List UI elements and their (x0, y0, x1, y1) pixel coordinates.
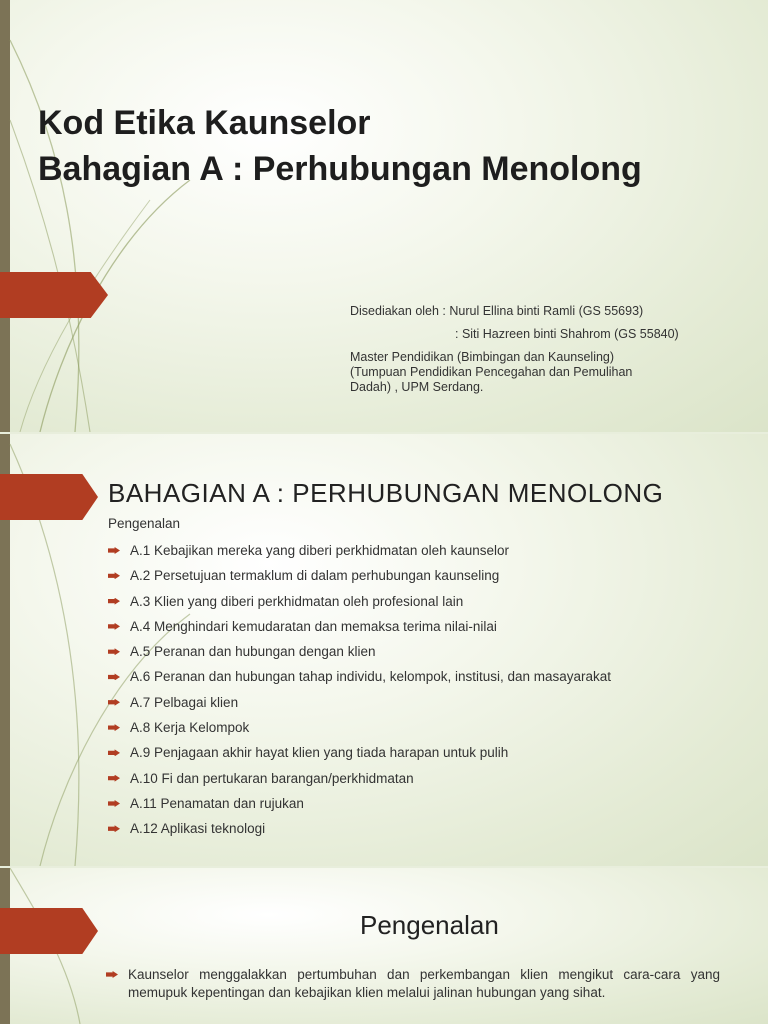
list-item: A.4 Menghindari kemudaratan dan memaksa terima nilai-nilai (108, 614, 611, 639)
list-item: A.7 Pelbagai klien (108, 690, 611, 715)
prepared-by-line-2: : Siti Hazreen binti Shahrom (GS 55840) (455, 327, 679, 341)
title-line-1: Kod Etika Kaunselor (38, 104, 371, 142)
list-item: A.6 Peranan dan hubungan tahap individu, kelompok, institusi, dan masayarakat (108, 664, 611, 689)
arrow-bullet-icon (108, 648, 120, 655)
list-item: A.9 Penjagaan akhir hayat klien yang tiada harapan untuk pulih (108, 740, 611, 765)
slide-contents (0, 434, 768, 866)
arrow-bullet-icon (108, 825, 120, 832)
list-item: A.5 Peranan dan hubungan dengan klien (108, 639, 611, 664)
arrow-bullet-icon (108, 598, 120, 605)
arrow-bullet-icon (108, 775, 120, 782)
arrow-bullet-icon (108, 699, 120, 706)
list-item: A.2 Persetujuan termaklum di dalam perhubungan kaunseling (108, 563, 611, 588)
section-heading: BAHAGIAN A : PERHUBUNGAN MENOLONG (108, 478, 664, 508)
program-line-3: Dadah) , UPM Serdang. (350, 380, 484, 394)
title-accent-tab (0, 272, 108, 318)
arrow-bullet-icon (108, 572, 120, 579)
arrow-bullet-icon (108, 724, 120, 731)
arrow-bullet-icon (108, 547, 120, 554)
slide-introduction (0, 868, 768, 1024)
section-heading: Pengenalan (360, 910, 499, 940)
list-item: A.3 Klien yang diberi perkhidmatan oleh profesional lain (108, 589, 611, 614)
list-item: A.10 Fi dan pertukaran barangan/perkhidmatan (108, 766, 611, 791)
arrow-bullet-icon (108, 749, 120, 756)
prepared-by-line-1: Disediakan oleh : Nurul Ellina binti Ramli (GS 55693) (350, 304, 644, 318)
heading-accent-tab (0, 908, 98, 954)
swirl-decoration (0, 0, 200, 432)
arrow-bullet-icon (108, 623, 120, 630)
intro-paragraph: Kaunselor menggalakkan pertumbuhan dan perkembangan klien mengikut cara-cara yang memupuk kepentingan dan kebajikan klien melalui jalinan hubungan yang sihat. (106, 966, 720, 1002)
list-item: A.8 Kerja Kelompok (108, 715, 611, 740)
program-line-1: Master Pendidikan (Bimbingan dan Kaunseling) (350, 350, 615, 364)
arrow-bullet-icon (108, 800, 120, 807)
list-item: A.12 Aplikasi teknologi (108, 816, 611, 841)
page-title (38, 100, 642, 192)
slide-left-bar (0, 0, 10, 432)
title-line-2: Bahagian A : Perhubungan Menolong (38, 150, 642, 188)
heading-accent-tab (0, 474, 98, 520)
arrow-bullet-icon (108, 673, 120, 680)
list-item: A.11 Penamatan dan rujukan (108, 791, 611, 816)
contents-list (108, 538, 611, 842)
arrow-bullet-icon (106, 971, 118, 978)
slide-title (0, 0, 768, 432)
intro-label: Pengenalan (108, 516, 181, 531)
program-line-2: (Tumpuan Pendidikan Pencegahan dan Pemulihan (350, 365, 633, 379)
list-item: A.1 Kebajikan mereka yang diberi perkhidmatan oleh kaunselor (108, 538, 611, 563)
